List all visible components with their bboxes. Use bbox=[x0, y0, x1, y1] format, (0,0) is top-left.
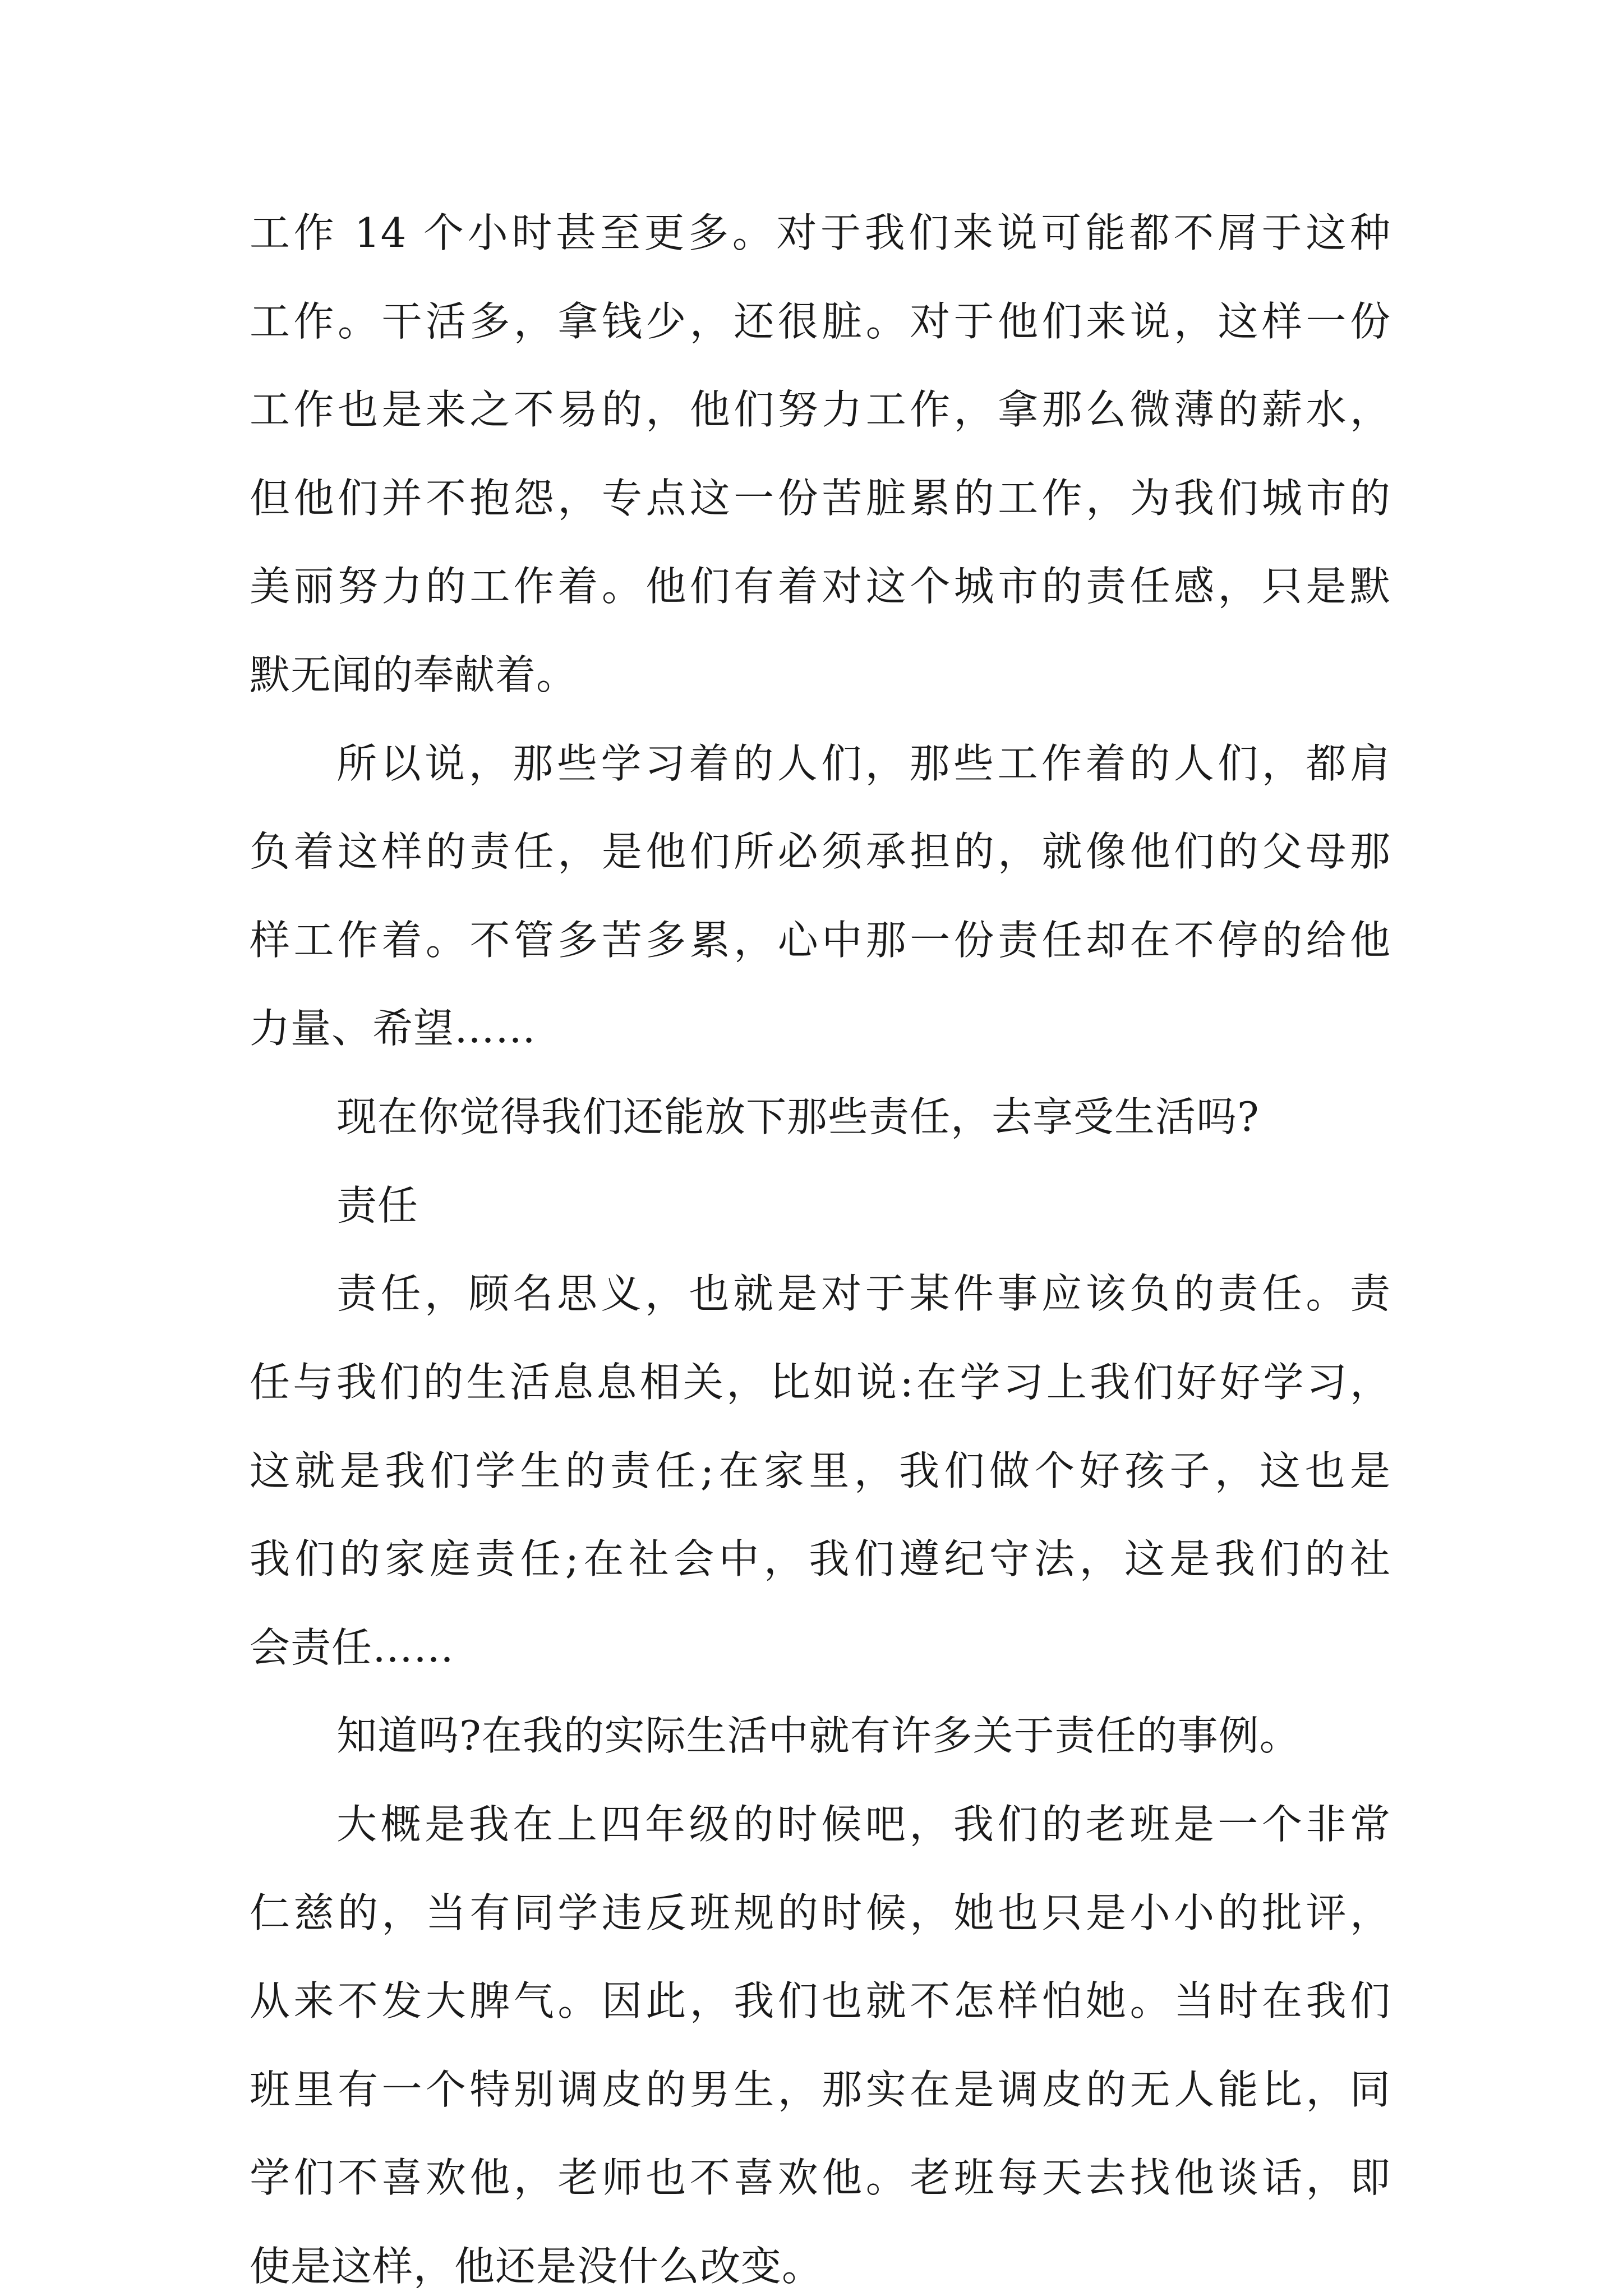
paragraph-first-line: 大概是我在上四年级的时候吧，我们的老班是一个非常 bbox=[336, 1801, 1391, 1848]
text-line: 但他们并不抱怨，专点这一份苦脏累的工作，为我们城市的 bbox=[250, 475, 1391, 522]
text-line: 仁慈的，当有同学违反班规的时候，她也只是小小的批评， bbox=[250, 1889, 1391, 1936]
paragraph-first-line: 知道吗?在我的实际生活中就有许多关于责任的事例。 bbox=[336, 1712, 1301, 1759]
text-line: 力量、希望…… bbox=[250, 1005, 537, 1052]
text-line: 负着这样的责任，是他们所必须承担的，就像他们的父母那 bbox=[250, 828, 1391, 875]
text-line: 工作。干活多，拿钱少，还很脏。对于他们来说，这样一份 bbox=[250, 298, 1391, 345]
text-line: 工作也是来之不易的，他们努力工作，拿那么微薄的薪水， bbox=[250, 386, 1391, 433]
paragraph-first-line: 现在你觉得我们还能放下那些责任，去享受生活吗? bbox=[336, 1093, 1260, 1140]
text-line: 任与我们的生活息息相关，比如说:在学习上我们好好学习， bbox=[250, 1359, 1391, 1406]
text-line: 会责任…… bbox=[250, 1624, 455, 1671]
text-line: 使是这样，他还是没什么改变。 bbox=[250, 2243, 823, 2290]
text-line: 班里有一个特别调皮的男生，那实在是调皮的无人能比，同 bbox=[250, 2066, 1391, 2113]
text-line: 从来不发大脾气。因此，我们也就不怎样怕她。当时在我们 bbox=[250, 1977, 1391, 2024]
paragraph-first-line: 所以说，那些学习着的人们，那些工作着的人们，都肩 bbox=[336, 740, 1391, 787]
text-line: 这就是我们学生的责任;在家里，我们做个好孩子，这也是 bbox=[250, 1447, 1391, 1494]
text-line: 样工作着。不管多苦多累，心中那一份责任却在不停的给他 bbox=[250, 917, 1391, 964]
text-line: 学们不喜欢他，老师也不喜欢他。老班每天去找他谈话，即 bbox=[250, 2154, 1391, 2201]
text-line: 我们的家庭责任;在社会中，我们遵纪守法，这是我们的社 bbox=[250, 1535, 1391, 1582]
text-line: 默无闻的奉献着。 bbox=[250, 651, 578, 698]
section-heading: 责任 bbox=[336, 1182, 419, 1229]
text-line: 工作 14 个小时甚至更多。对于我们来说可能都不屑于这种 bbox=[250, 209, 1391, 256]
text-line: 美丽努力的工作着。他们有着对这个城市的责任感，只是默 bbox=[250, 563, 1391, 610]
paragraph-first-line: 责任，顾名思义，也就是对于某件事应该负的责任。责 bbox=[336, 1270, 1391, 1317]
